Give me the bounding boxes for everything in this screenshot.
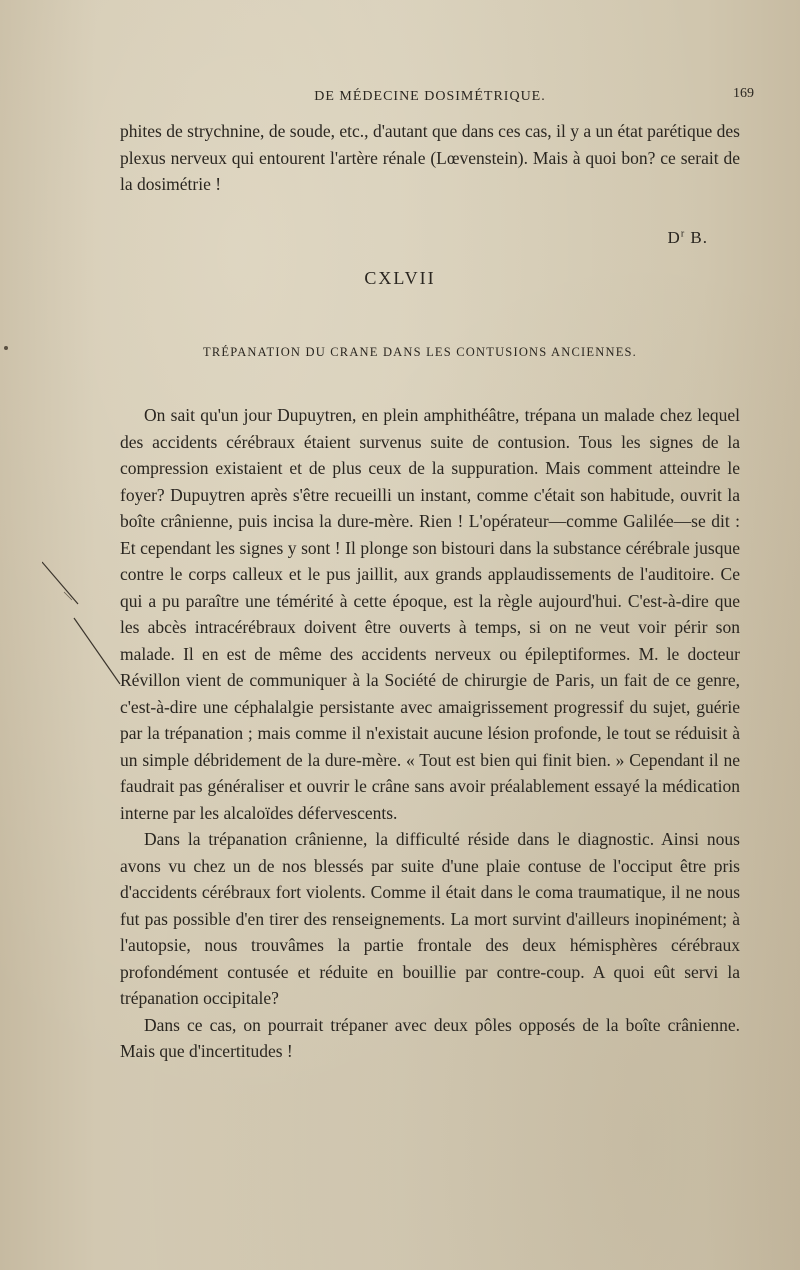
margin-pencil-mark [42,552,132,692]
article-body [120,402,740,1065]
pencil-stroke-lower [74,618,120,684]
signature-name: B. [690,228,708,247]
running-header [120,86,754,110]
intro-paragraph-block [120,118,740,198]
running-title: DE MÉDECINE DOSIMÉTRIQUE. [314,89,546,104]
chapter-number: CXLVII [364,268,436,288]
pencil-stroke-upper [42,562,78,604]
body-paragraph-1: On sait qu'un jour Dupuytren, en plein amphithéâtre, trépana un malade chez lequel des accidents cérébraux étaient survenus suite de contusion. Tous les signes de la compression existaient et de plus ceux de la suppuration. Mais comment atteindre le foyer? Dupuytren après s'être recueilli un instant, comme c'était son habitude, ouvrit la boîte crânienne, puis incisa la dure-mère. Rien ! L'opérateur—comme Galilée—se dit : Et cependant les signes y sont ! Il plonge son bistouri dans la substance cérébrale jusque contre le corps calleux et le pus jaillit, aux grands applaudissements de l'auditoire. Ce qui a pu paraître une témérité à cette époque, est la règle aujourd'hui. C'est-à-dire que les abcès intracérébraux doivent être ouverts à temps, si on ne veut voir périr son malade. Il en est de même des accidents nerveux ou épileptiformes. M. le docteur Révillon vient de communiquer à la Société de chirurgie de Paris, un fait de ce genre, c'est-à-dire une céphalalgie persistante avec amaigrissement progressif du sujet, guérie par la trépanation ; mais comme il n'existait aucune lésion profonde, le tout se réduisit à un simple débridement de la dure-mère. « Tout est bien qui finit bien. » Cependant il ne faudrait pas généraliser et ouvrir le crâne sans avoir préalablement essayé la médication interne par les alcaloïdes défervescents. [120,405,740,823]
intro-paragraph: phites de strychnine, de soude, etc., d'autant que dans ces cas, il y a un état parétique des plexus nerveux qui entourent l'artère rénale (Lœvenstein). Mais à quoi bon? ce serait de la dosimétrie ! [120,121,740,194]
signature-prefix: D [667,228,681,247]
author-signature [668,228,708,248]
signature-superscript: r [680,228,686,240]
body-paragraph-2: Dans la trépanation crânienne, la difficulté réside dans le diagnostic. Ainsi nous avons vu chez un de nos blessés par suite d'une plaie contuse de l'occiput être pris d'accidents cérébraux fort violents. Comme il était dans le coma traumatique, il ne nous fut pas possible d'en tirer des renseignements. La mort survint d'ailleurs inopinément; à l'autopsie, nous trouvâmes la partie frontale des deux hémisphères cérébraux profondément contusée et réduite en bouillie par contre-coup. A quoi eût servi la trépanation occipitale? [120,829,740,1008]
page-number: 169 [733,86,754,101]
chapter-title: TRÉPANATION DU CRANE DANS LES CONTUSIONS ANCIENNES. [202,345,638,359]
body-paragraph-3: Dans ce cas, on pourrait trépaner avec deux pôles opposés de la boîte crânienne. Mais que d'incertitudes ! [120,1014,740,1061]
